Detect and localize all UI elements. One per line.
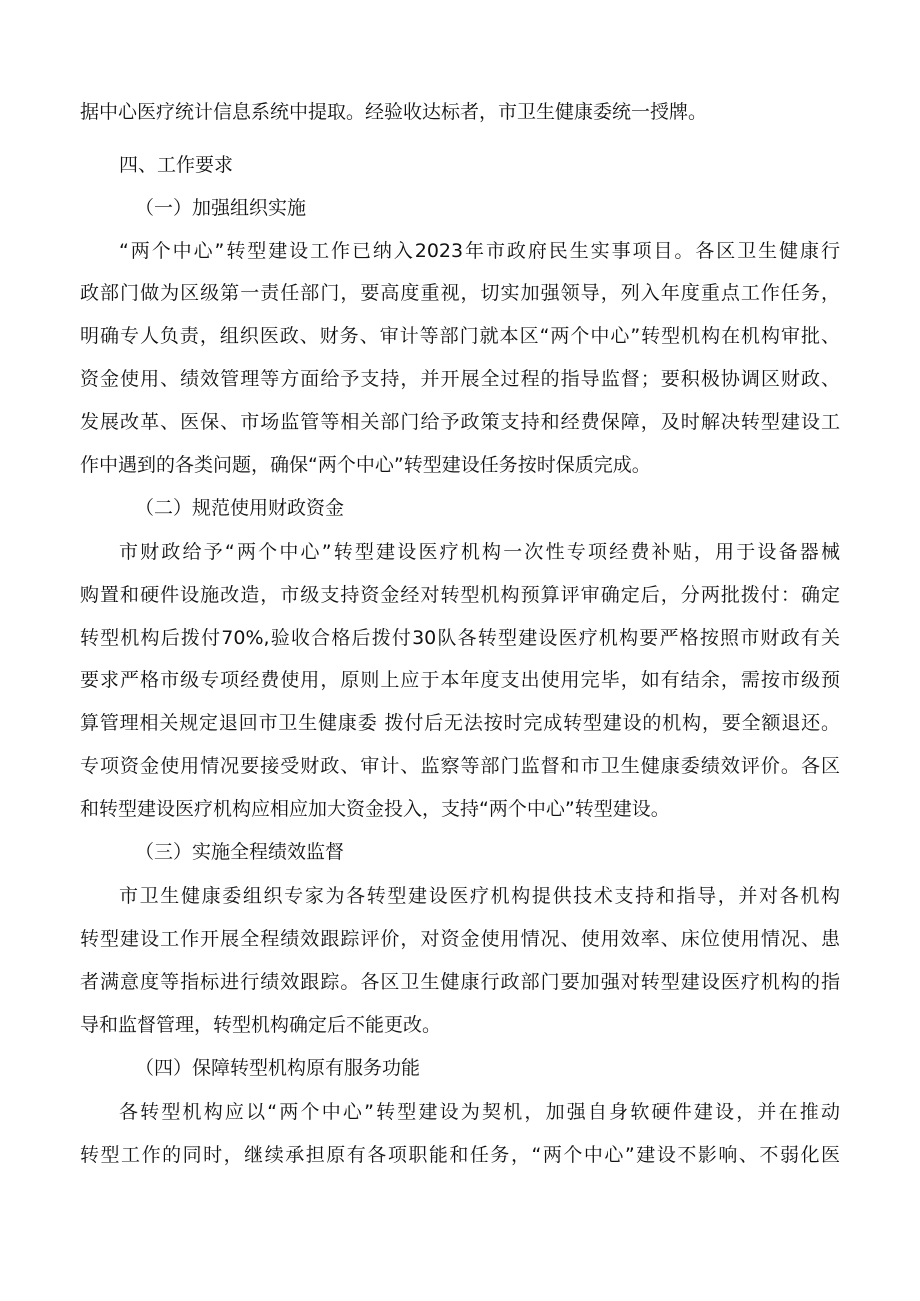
subsection-heading — [0, 840, 920, 864]
text-line — [0, 1013, 920, 1037]
text-line — [0, 324, 920, 348]
subsection-heading — [0, 496, 920, 520]
text-line-content: 购置和硬件设施改造，市级支持资金经对转型机构预算评审确定后，分两批拨付：确定 — [80, 584, 840, 606]
subsection-heading-text: （二）规范使用财政资金 — [135, 497, 345, 519]
text-line — [0, 754, 920, 778]
text-line-content: 据中心医疗统计信息系统中提取。经验收达标者，市卫生健康委统一授牌。 — [80, 101, 708, 123]
text-line — [0, 626, 920, 650]
text-line — [0, 367, 920, 391]
text-line-content: 作中遇到的各类问题，确保“两个中心”转型建设任务按时保质完成。 — [80, 454, 651, 476]
text-line-content: 市财政给予“两个中心”转型建设医疗机构一次性专项经费补贴，用于设备器械 — [119, 541, 840, 563]
text-line — [0, 281, 920, 305]
text-line — [0, 970, 920, 994]
text-line — [0, 583, 920, 607]
text-line-content: 发展改革、医保、市场监管等相关部门给予政策支持和经费保障，及时解决转型建设工 — [80, 411, 840, 433]
subsection-heading — [0, 196, 920, 220]
section-heading — [0, 153, 920, 177]
text-line — [0, 711, 920, 735]
text-line — [0, 668, 920, 692]
text-line-content: 要求严格市级专项经费使用，原则上应于本年度支出使用完毕，如有结余，需按市级预 — [80, 669, 840, 691]
section-heading-text: 四、工作要求 — [119, 154, 234, 176]
text-line-content: 转型建设工作开展全程绩效跟踪评价，对资金使用情况、使用效率、床位使用情况、患 — [80, 928, 840, 950]
text-line-content: 算管理相关规定退回市卫生健康委 拨付后无法按时完成转型建设的机构，要全额退还。 — [80, 712, 840, 734]
text-line — [0, 540, 920, 564]
text-line-content: 专项资金使用情况要接受财政、审计、监察等部门监督和市卫生健康委绩效评价。各区 — [80, 755, 840, 777]
text-line-content: 明确专人负责，组织医政、财务、审计等部门就本区“两个中心”转型机构在机构审批、 — [80, 325, 840, 347]
text-line-content: 转型工作的同时，继续承担原有各项职能和任务，“两个中心”建设不影响、不弱化医 — [80, 1144, 840, 1166]
subsection-heading — [0, 1056, 920, 1080]
text-line — [0, 239, 920, 263]
text-line — [0, 1100, 920, 1124]
text-line — [0, 797, 920, 821]
text-line — [0, 927, 920, 951]
text-line-content: 市卫生健康委组织专家为各转型建设医疗机构提供技术支持和指导，并对各机构 — [119, 885, 840, 907]
text-line — [0, 410, 920, 434]
text-line-content: 者满意度等指标进行绩效跟踪。各区卫生健康行政部门要加强对转型建设医疗机构的指 — [80, 971, 840, 993]
text-line-content: “两个中心”转型建设工作已纳入2023年市政府民生实事项目。各区卫生健康行 — [119, 240, 840, 262]
text-line-content: 各转型机构应以“两个中心”转型建设为契机，加强自身软硬件建设，并在推动 — [119, 1101, 840, 1123]
text-line — [0, 453, 920, 477]
text-line-content: 政部门做为区级第一责任部门，要高度重视，切实加强领导，列入年度重点工作任务， — [80, 282, 840, 304]
subsection-heading-text: （三）实施全程绩效监督 — [135, 841, 345, 863]
subsection-heading-text: （四）保障转型机构原有服务功能 — [135, 1057, 421, 1079]
subsection-heading-text: （一）加强组织实施 — [135, 197, 307, 219]
text-line-content: 资金使用、绩效管理等方面给予支持，并开展全过程的指导监督；要积极协调区财政、 — [80, 368, 840, 390]
text-line — [0, 884, 920, 908]
text-line-content: 和转型建设医疗机构应相应加大资金投入，支持“两个中心”转型建设。 — [80, 798, 670, 820]
text-line — [0, 1143, 920, 1167]
text-line-content: 导和监督管理，转型机构确定后不能更改。 — [80, 1014, 442, 1036]
text-line-content: 转型机构后拨付70%,验收合格后拨付30队各转型建设医疗机构要严格按照市财政有关 — [80, 627, 840, 649]
text-line — [0, 100, 920, 124]
